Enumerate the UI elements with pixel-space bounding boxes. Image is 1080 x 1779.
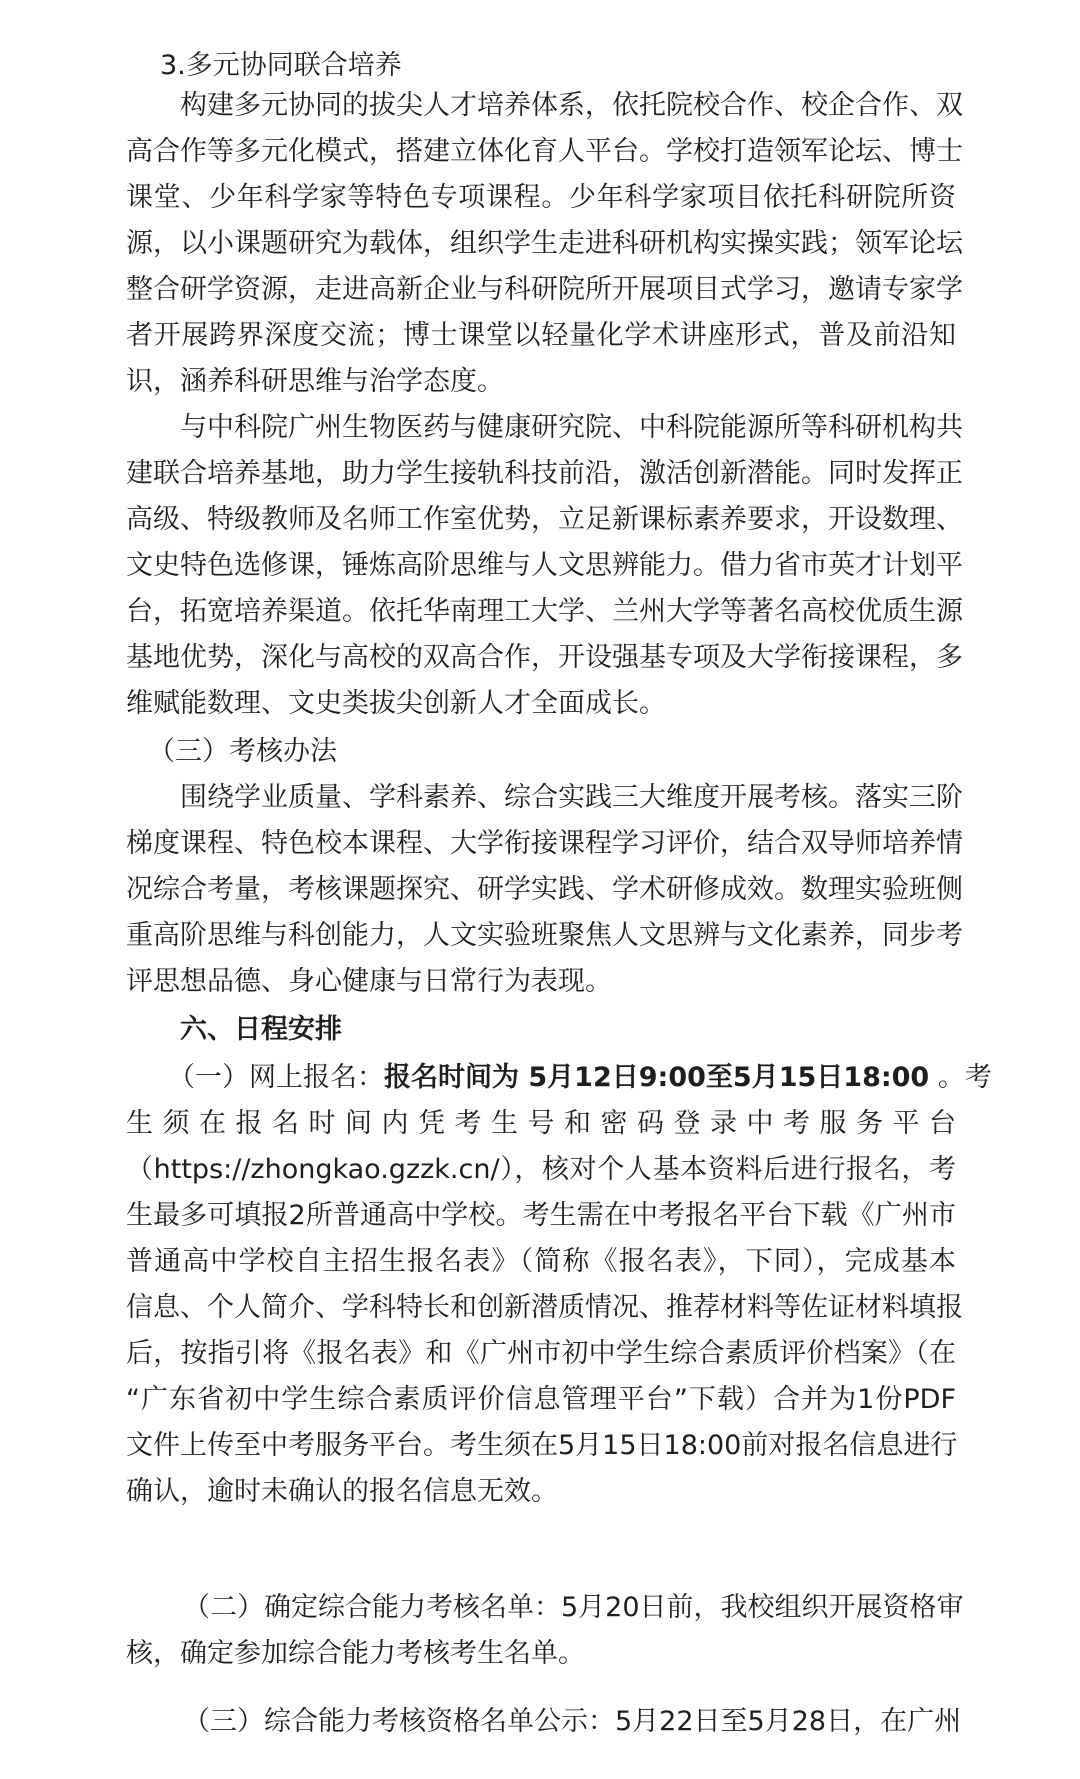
paragraph-line: 信息、个人简介、学科特长和创新潜质情况、推荐材料等佐证材料填报 <box>126 1292 963 1323</box>
paragraph-line: 普通高中学校自主招生报名表》（简称《报名表》，下同），完成基本 <box>126 1246 956 1277</box>
paragraph-line: 构建多元协同的拔尖人才培养体系，依托院校合作、校企合作、双 <box>180 90 963 121</box>
paragraph-line: 维赋能数理、文史类拔尖创新人才全面成长。 <box>126 688 666 719</box>
paragraph-line: “广东省初中学生综合素质评价信息管理平台”下载）合并为1份PDF <box>126 1384 956 1415</box>
paragraph-line: 重高阶思维与科创能力，人文实验班聚焦人文思辨与文化素养，同步考 <box>126 920 963 951</box>
paragraph-line: 课堂、少年科学家等特色专项课程。少年科学家项目依托科研院所资 <box>126 182 956 213</box>
section-title-multi-collab: 3.多元协同联合培养 <box>160 50 402 81</box>
registration-tail: 。考 <box>929 1062 992 1093</box>
paragraph-line: 高级、特级教师及名师工作室优势，立足新课标素养要求，开设数理、 <box>126 504 963 535</box>
paragraph-line: 文件上传至中考服务平台。考生须在5月15日18:00前对报名信息进行 <box>126 1430 958 1461</box>
section-title-assessment: （三）考核办法 <box>148 736 337 767</box>
registration-period: 报名时间为 5月12日9:00至5月15日18:00 <box>384 1062 930 1093</box>
paragraph-line: 围绕学业质量、学科素养、综合实践三大维度开展考核。落实三阶 <box>180 782 963 813</box>
paragraph-line: 整合研学资源，走进高新企业与科研院所开展项目式学习，邀请专家学 <box>126 274 963 305</box>
paragraph-line: 生须在报名时间内凭考生号和密码登录中考服务平台 <box>126 1108 956 1139</box>
paragraph-line: 生最多可填报2所普通高中学校。考生需在中考报名平台下载《广州市 <box>126 1200 956 1231</box>
paragraph-line: 评思想品德、身心健康与日常行为表现。 <box>126 966 612 997</box>
paragraph-line: 况综合考量，考核课题探究、研学实践、学术研修成效。数理实验班侧 <box>126 874 963 905</box>
paragraph-line: 核，确定参加综合能力考核考生名单。 <box>126 1638 585 1669</box>
paragraph-line: 与中科院广州生物医药与健康研究院、中科院能源所等科研机构共 <box>180 412 963 443</box>
paragraph-publicity: （三）综合能力考核资格名单公示：5月22日至5月28日，在广州 <box>183 1706 962 1737</box>
paragraph-line: 台，拓宽培养渠道。依托华南理工大学、兰州大学等著名高校优质生源 <box>126 596 963 627</box>
section-title-schedule: 六、日程安排 <box>180 1014 342 1045</box>
paragraph-line: 建联合培养基地，助力学生接轨科技前沿，激活创新潜能。同时发挥正 <box>126 458 963 489</box>
paragraph-line: 高合作等多元化模式，搭建立体化育人平台。学校打造领军论坛、博士 <box>126 136 963 167</box>
paragraph-line: 文史特色选修课，锤炼高阶思维与人文思辨能力。借力省市英才计划平 <box>126 550 963 581</box>
paragraph-line: 者开展跨界深度交流；博士课堂以轻量化学术讲座形式，普及前沿知 <box>126 320 956 351</box>
paragraph-line: 后，按指引将《报名表》和《广州市初中学生综合素质评价档案》（在 <box>126 1338 956 1369</box>
registration-lead: （一）网上报名： <box>168 1062 384 1093</box>
registration-first-line <box>168 1054 992 1102</box>
paragraph-line: 源，以小课题研究为载体，组织学生走进科研机构实操实践；领军论坛 <box>126 228 963 259</box>
paragraph-line: 梯度课程、特色校本课程、大学衔接课程学习评价，结合双导师培养情 <box>126 828 963 859</box>
paragraph-line: 确认，逾时未确认的报名信息无效。 <box>126 1476 558 1507</box>
paragraph-line: （https://zhongkao.gzzk.cn/），核对个人基本资料后进行报名，考 <box>126 1154 956 1185</box>
paragraph-line: 基地优势，深化与高校的双高合作，开设强基专项及大学衔接课程，多 <box>126 642 963 673</box>
paragraph-line: 识，涵养科研思维与治学态度。 <box>126 366 504 397</box>
paragraph-line: （二）确定综合能力考核名单：5月20日前，我校组织开展资格审 <box>183 1592 964 1623</box>
